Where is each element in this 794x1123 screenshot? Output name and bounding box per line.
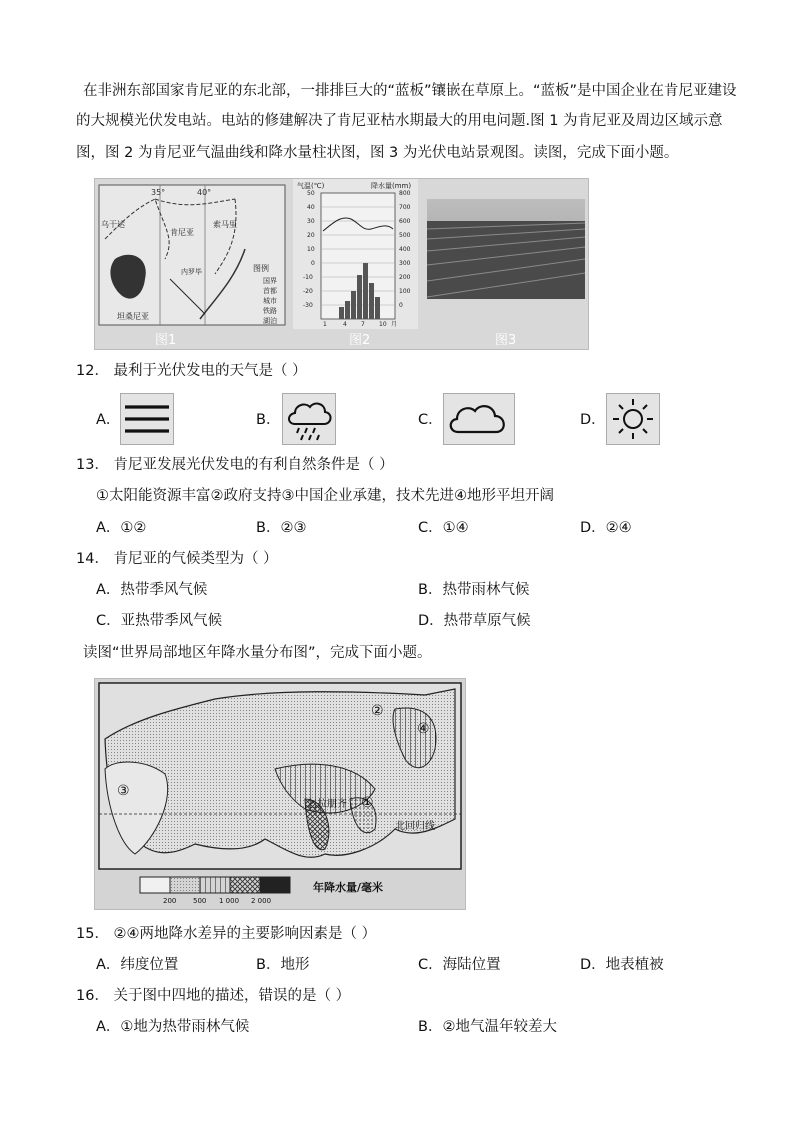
rain-cloud-icon [282,393,336,445]
legend-tick-500: 500 [193,897,207,905]
map-label-tanzania: 坦桑尼亚 [117,312,149,321]
map-label-tropic: 北回归线 [395,821,435,832]
climate-precip-label: 降水量(mm) [371,182,412,190]
map-legend-lake: 湖泊 [263,317,277,325]
map-legend-title: 图例 [253,264,269,273]
climate-precip-tick-300: 300 [399,260,411,267]
solar-farm-photo [427,199,585,299]
climate-x-tick-1: 1 [323,321,327,328]
q16-option-a: A．①地为热带雨林气候 [96,1019,250,1035]
climate-x-tick-4: 4 [343,321,347,328]
q14-stem: 14． 肯尼亚的气候类型为（ ） [76,551,278,567]
figure-3-caption: 图3 [495,333,517,348]
map-label-nairobi: 内罗毕 [181,268,202,276]
map-marker-4: ④ [417,721,430,737]
legend-tick-1000: 1 000 [219,897,240,905]
legend-tick-2000: 2 000 [251,897,272,905]
map-legend-rail: 铁路 [263,307,277,315]
climate-temp-tick-m20: -20 [303,288,313,295]
q13-option-a: A．①② [96,520,147,536]
map-legend-border: 国界 [263,277,277,285]
climate-temp-tick-m10: -10 [303,274,313,281]
climate-precip-tick-100: 100 [399,288,411,295]
climate-precip-tick-400: 400 [399,246,411,253]
q16-option-b: B．②地气温年较差大 [418,1019,557,1035]
q12-option-c-label: C． [418,412,443,428]
figure-1-composite [94,178,589,350]
map-legend-capital: 首都 [263,287,277,295]
q14-option-d: D．热带草原气候 [418,613,531,629]
q13-option-d: D．②④ [580,520,632,536]
precipitation-map [94,678,466,910]
climate-temp-tick-10: 10 [307,246,315,253]
climate-precip-tick-800: 800 [399,190,411,197]
fog-icon [120,393,174,445]
climate-temp-tick-0: 0 [311,260,315,267]
climate-x-tick-10: 10 [379,321,387,328]
climate-temp-tick-20: 20 [307,232,315,239]
precipitation-map-svg [95,679,465,909]
figure-2-caption: 图2 [349,333,371,348]
climate-precip-tick-700: 700 [399,204,411,211]
sun-icon [606,393,660,445]
map-label-uganda: 乌干达 [101,220,125,229]
climate-temp-tick-40: 40 [307,204,315,211]
map-label-kenya: 肯尼亚 [170,228,194,237]
map-lon-35: 35° [151,188,166,197]
climate-x-unit: 月 [391,321,398,328]
climate-temp-tick-m30: -30 [303,302,313,309]
intro-line-1: 在非洲东部国家肯尼亚的东北部，一排排巨大的“蓝板”镶嵌在草原上。“蓝板”是中国企业在肯尼亚建设 [83,83,737,99]
cloud-icon [443,393,515,445]
q12-option-d-label: D． [580,412,606,428]
map-marker-1: ① [361,795,374,811]
q14-option-a: A．热带季风气候 [96,582,208,598]
legend-title: 年降水量/毫米 [313,881,384,894]
map-label-cherrapunji: 乞拉朋齐 [307,799,347,810]
q13-option-b: B．②③ [256,520,307,536]
q16-stem: 16． 关于图中四地的描述，错误的是（ ） [76,988,351,1004]
map-label-somalia: 索马里 [213,220,237,229]
map-legend-city: 城市 [263,297,277,305]
climate-chart [293,179,418,329]
q12-option-b-label: B． [256,412,281,428]
climate-precip-tick-500: 500 [399,232,411,239]
q14-option-c: C．亚热带季风气候 [96,613,223,629]
map-lon-40: 40° [197,188,212,197]
climate-precip-tick-600: 600 [399,218,411,225]
figure-1-caption: 图1 [155,333,177,348]
climate-precip-tick-200: 200 [399,274,411,281]
q15-option-a: A．纬度位置 [96,957,179,973]
climate-temp-tick-30: 30 [307,218,315,225]
intro-2: 读图“世界局部地区年降水量分布图”，完成下面小题。 [83,645,432,661]
climate-x-tick-7: 7 [361,321,365,328]
q13-stem: 13． 肯尼亚发展光伏发电的有利自然条件是（ ） [76,457,394,473]
climate-precip-tick-0: 0 [399,302,403,309]
q13-items: ①太阳能资源丰富②政府支持③中国企业承建，技术先进④地形平坦开阔 [96,488,554,504]
intro-line-2: 的大规模光伏发电站。电站的修建解决了肯尼亚枯水期最大的用电问题.图 1 为肯尼亚及周边区域示意 [76,113,723,129]
climate-temp-tick-50: 50 [307,190,315,197]
q12-stem: 12． 最利于光伏发电的天气是（ ） [76,363,307,379]
q13-option-c: C．①④ [418,520,469,536]
map-marker-3: ③ [117,783,130,799]
q15-stem: 15． ②④两地降水差异的主要影响因素是（ ） [76,926,377,942]
map-marker-2: ② [371,703,384,719]
q15-option-d: D．地表植被 [580,957,664,973]
climate-temp-label: 气温(℃) [297,182,325,190]
q15-option-c: C．海陆位置 [418,957,501,973]
q14-option-b: B．热带雨林气候 [418,582,530,598]
legend-tick-200: 200 [163,897,177,905]
kenya-map [95,179,290,329]
q15-option-b: B．地形 [256,957,310,973]
intro-line-3: 图，图 2 为肯尼亚气温曲线和降水量柱状图，图 3 为光伏电站景观图。读图，完成下面小题。 [76,145,679,161]
q12-option-a-label: A． [96,412,121,428]
